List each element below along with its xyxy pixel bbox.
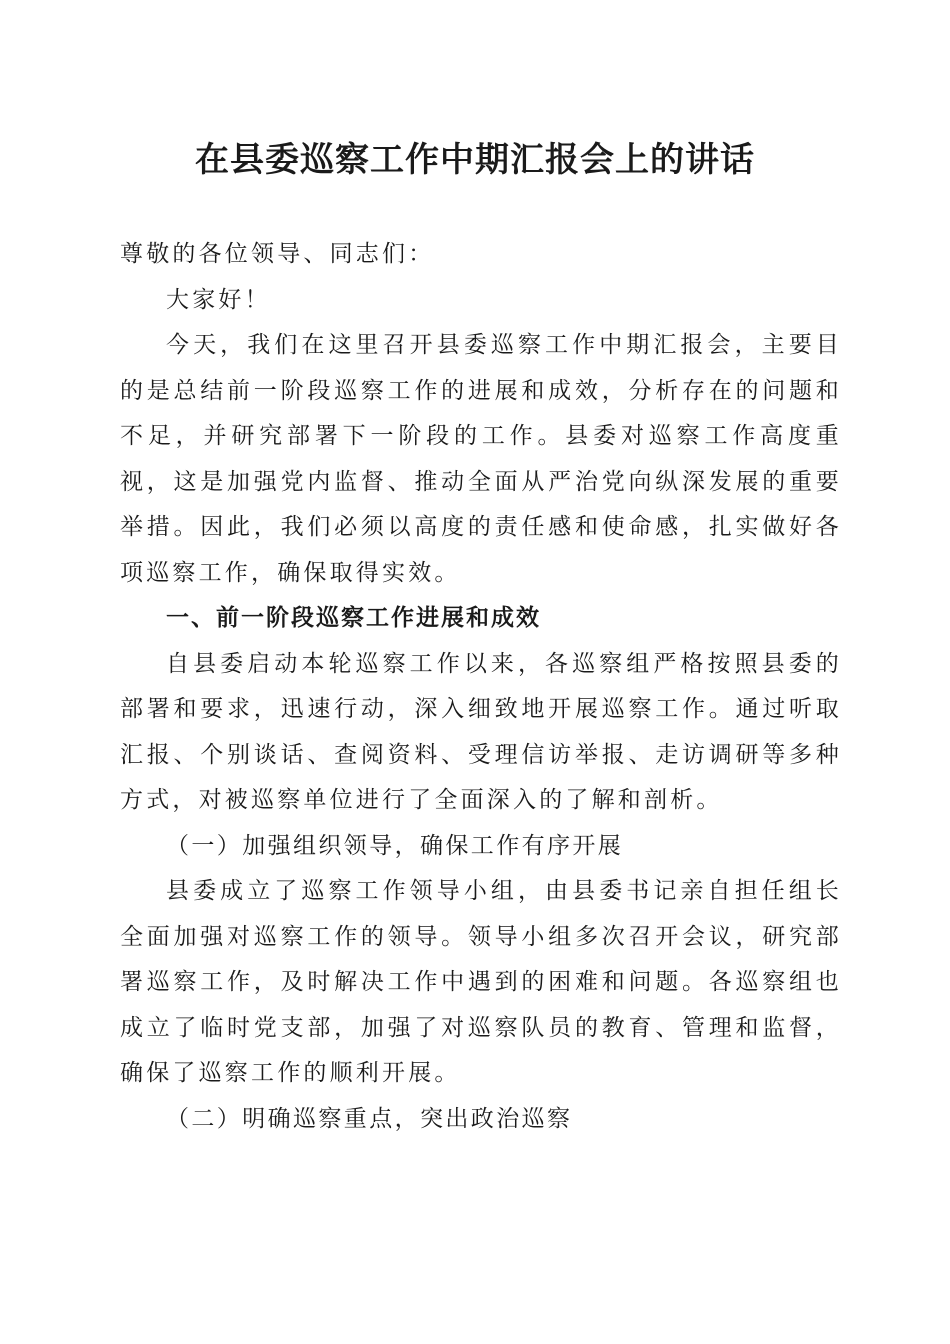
subsection-2-heading: （二）明确巡察重点，突出政治巡察 xyxy=(166,1105,573,1132)
section-1-heading: 一、前一阶段巡察工作进展和成效 xyxy=(166,605,541,631)
greeting: 大家好！ xyxy=(166,286,271,313)
section-1-paragraph: 自县委启动本轮巡察工作以来，各巡察组严格按照县委的部署和要求，迅速行动，深入细致地开展巡察工作。通过听取汇报、个别谈话、查阅资料、受理信访举报、走访调研等多种方式，对被巡察单位进行了全面深入的了解和剖析。 xyxy=(120,650,842,813)
intro-paragraph: 今天，我们在这里召开县委巡察工作中期汇报会，主要目的是总结前一阶段巡察工作的进展和成效，分析存在的问题和不足，并研究部署下一阶段的工作。县委对巡察工作高度重视，这是加强党内监督、推动全面从严治党向纵深发展的重要举措。因此，我们必须以高度的责任感和使命感，扎实做好各项巡察工作，确保取得实效。 xyxy=(120,332,842,586)
subsection-1-paragraph: 县委成立了巡察工作领导小组，由县委书记亲自担任组长全面加强对巡察工作的领导。领导小组多次召开会议，研究部署巡察工作，及时解决工作中遇到的困难和问题。各巡察组也成立了临时党支部，加强了对巡察队员的教育、管理和监督，确保了巡察工作的顺利开展。 xyxy=(120,878,842,1086)
document-title: 在县委巡察工作中期汇报会上的讲话 xyxy=(195,140,755,180)
salutation: 尊敬的各位领导、同志们： xyxy=(120,241,435,267)
document-body xyxy=(120,232,842,1142)
subsection-1-heading: （一）加强组织领导，确保工作有序开展 xyxy=(166,832,624,859)
